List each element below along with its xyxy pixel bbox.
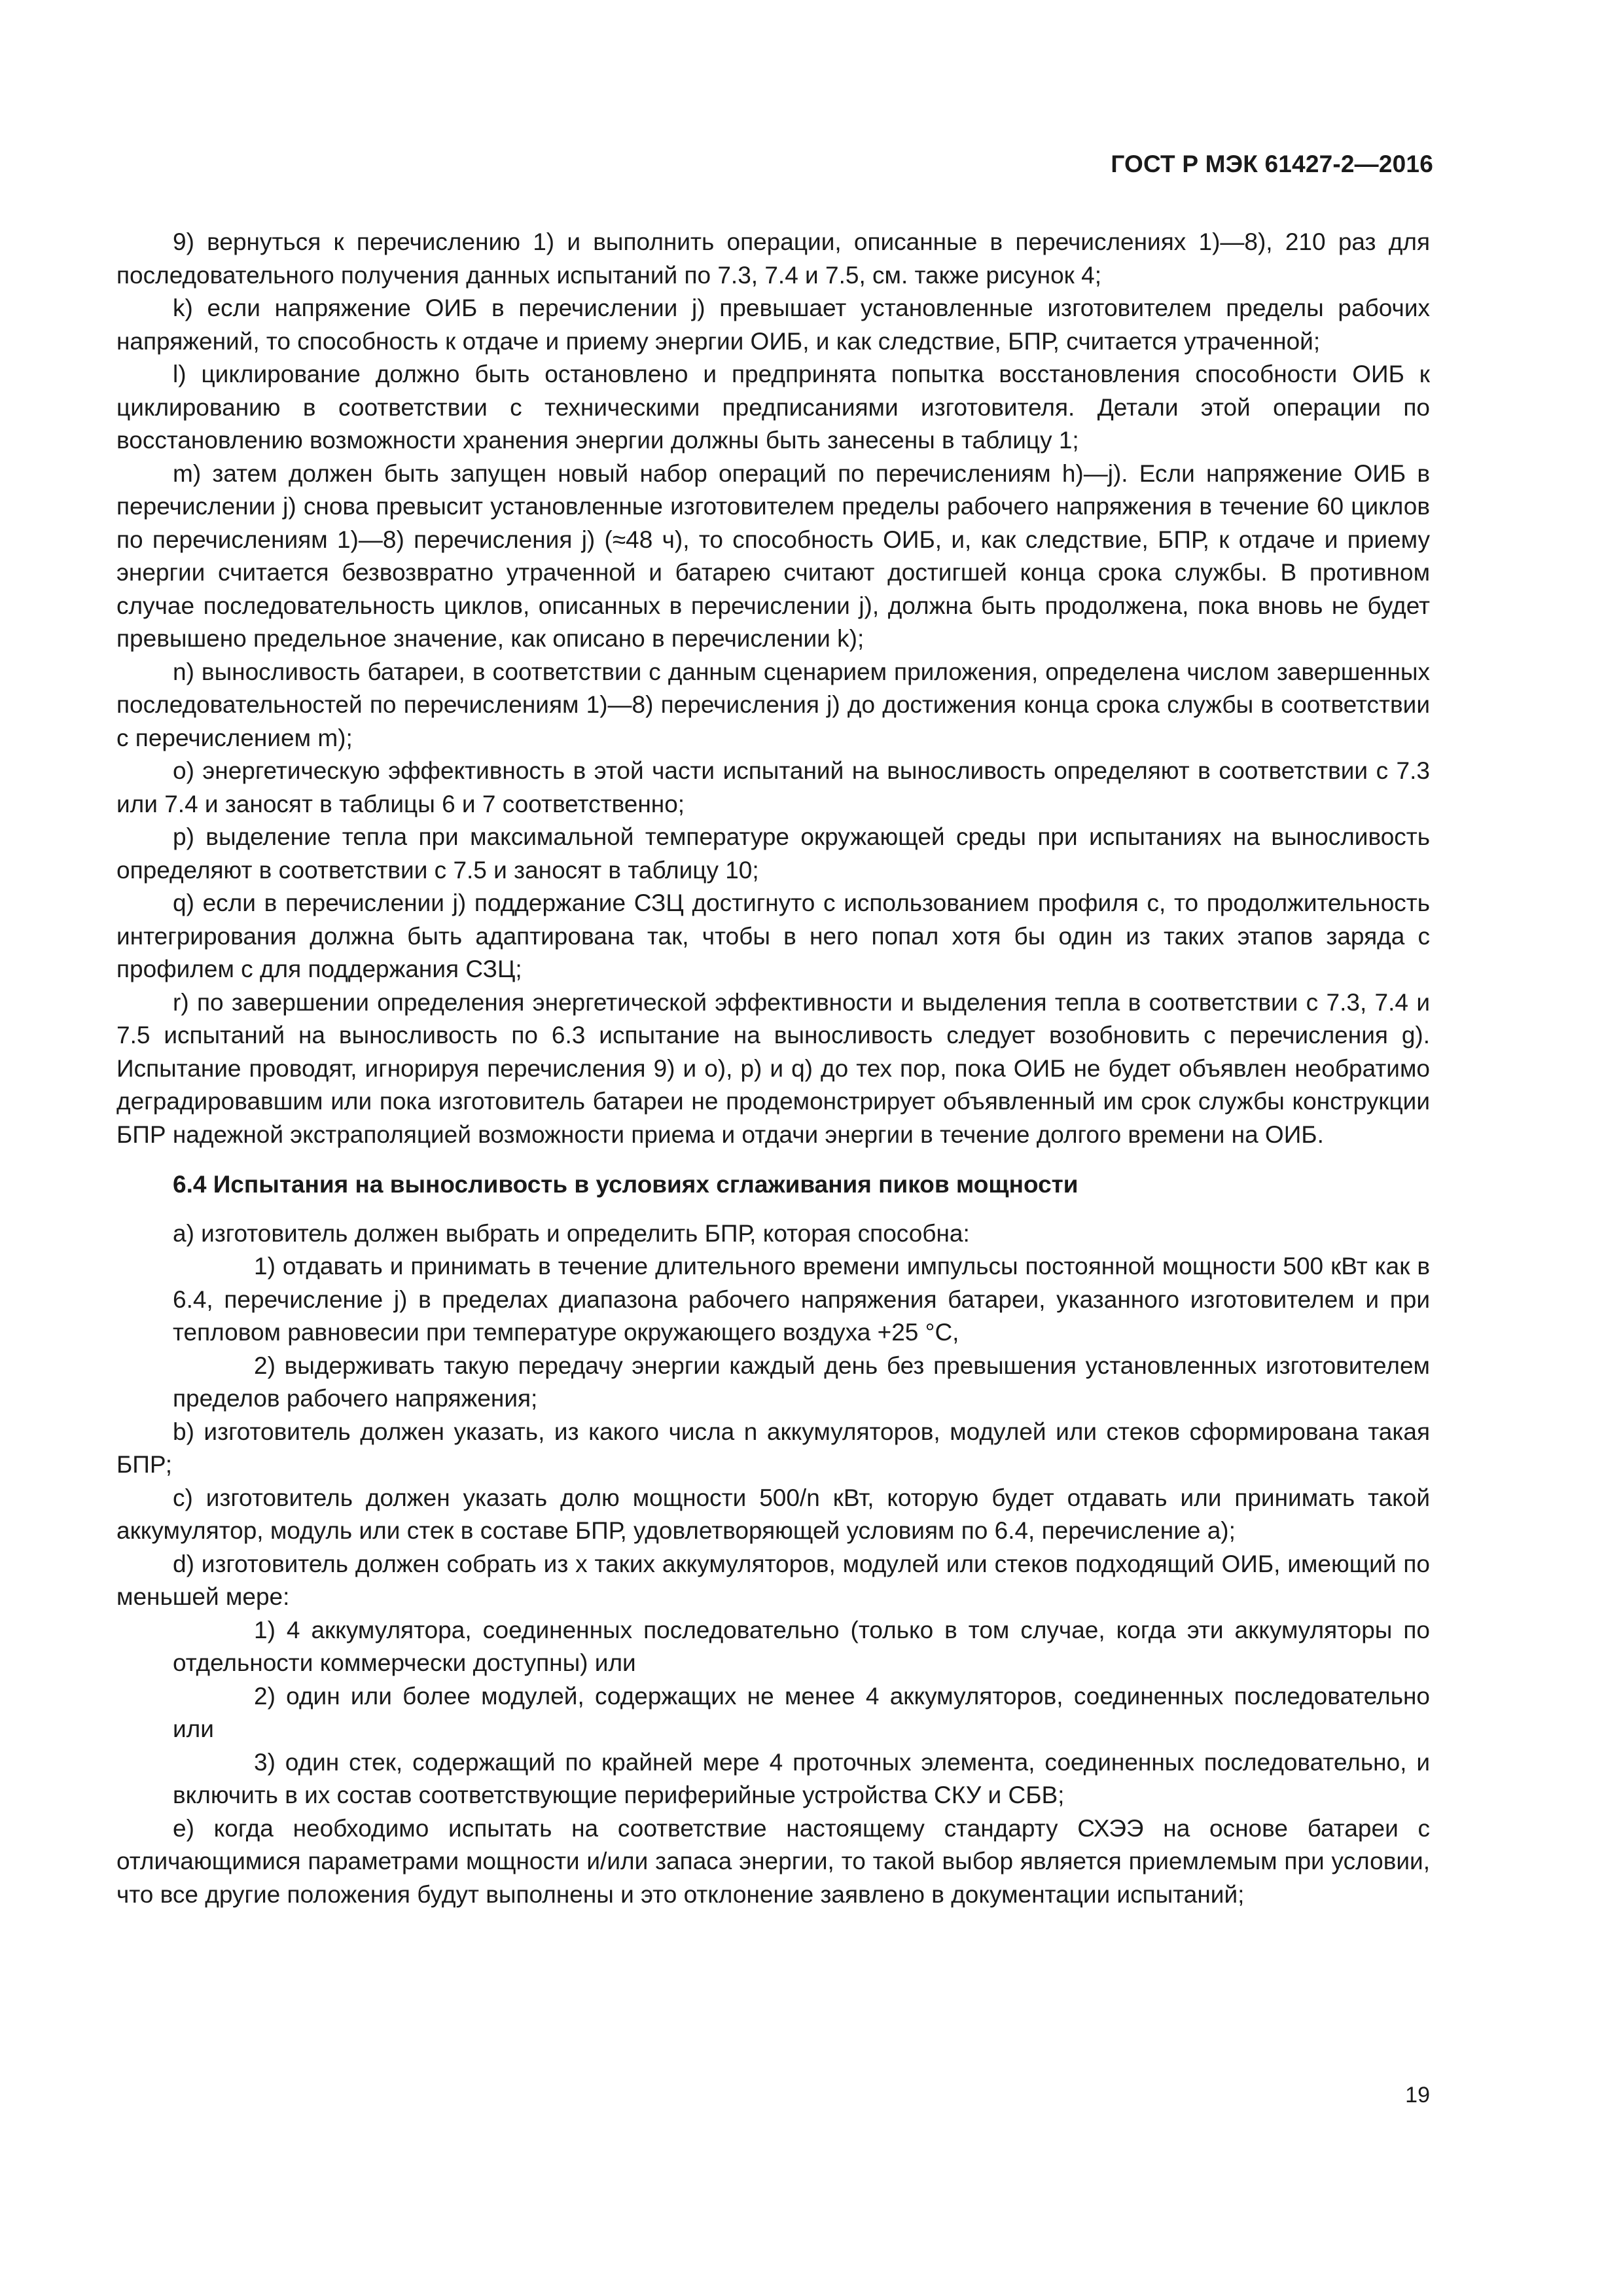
paragraph: 9) вернуться к перечислению 1) и выполнить операции, описанные в перечислениях 1)—8), 210 раз для последовательного получения данных испытаний по 7.3, 7.4 и 7.5, см. также рисунок 4; <box>116 228 1430 289</box>
sub-paragraph: 1) отдавать и принимать в течение длительного времени импульсы постоянной мощности 500 кВт как в 6.4, перечисление j) в пределах диапазона рабочего напряжения батареи, указанного изготовителем и при тепловом равновесии при температуре окружающего воздуха +25 °С, <box>173 1253 1430 1346</box>
sub-paragraph: 1) 4 аккумулятора, соединенных последовательно (только в том случае, когда эти аккумуляторы по отдельности коммерчески доступны) или <box>173 1616 1430 1676</box>
paragraph: m) затем должен быть запущен новый набор операций по перечислениям h)—j). Если напряжение ОИБ в перечислении j) снова превысит установленные изготовителем пределы рабочего напряжения в течение 60 циклов по перечислениям 1)—8) перечисления j) (≈48 ч), то способность ОИБ, и, как следствие, БПР, к отдаче и приему энергии считается безвозвратно утраченной и батарею считают достигшей конца срока службы. В противном случае последовательность циклов, описанных в перечислении j), должна быть продолжена, пока вновь не будет превышено предельное значение, как описано в перечислении k); <box>116 459 1430 652</box>
document-body <box>116 226 1430 1911</box>
paragraph: e) когда необходимо испытать на соответствие настоящему стандарту СХЭЭ на основе батареи с отличающимися параметрами мощности и/или запаса энергии, то такой выбор является приемлемым при условии, что все другие положения будут выполнены и это отклонение заявлено в документации испытаний; <box>116 1814 1430 1908</box>
paragraph: c) изготовитель должен указать долю мощности 500/n кВт, которую будет отдавать или принимать такой аккумулятор, модуль или стек в составе БПР, удовлетворяющей условиям по 6.4, перечисление a); <box>116 1484 1431 1544</box>
paragraph: p) выделение тепла при максимальной температуре окружающей среды при испытаниях на выносливость определяют в соответствии с 7.5 и заносят в таблицу 10; <box>116 823 1430 884</box>
paragraph: r) по завершении определения энергетической эффективности и выделения тепла в соответствии с 7.3, 7.4 и 7.5 испытаний на выносливость по 6.3 испытание на выносливость следует возобновить с перечисления g). Испытание проводят, игнорируя перечисления 9) и o), p) и q) до тех пор, пока ОИБ не будет объявлен необратимо деградировавшим или пока изготовитель батареи не продемонстрирует объявленный им срок службы конструкции БПР надежной экстраполяцией возможности приема и отдачи энергии в течение долгого времени на ОИБ. <box>116 988 1430 1148</box>
standard-code-header: ГОСТ Р МЭК 61427-2—2016 <box>1111 151 1433 177</box>
paragraph: a) изготовитель должен выбрать и определить БПР, которая способна: <box>173 1219 970 1247</box>
paragraph: d) изготовитель должен собрать из x таких аккумуляторов, модулей или стеков подходящий ОИБ, имеющий по меньшей мере: <box>116 1550 1430 1610</box>
paragraph: k) если напряжение ОИБ в перечислении j) превышает установленные изготовителем пределы рабочих напряжений, то способность к отдаче и приему энергии ОИБ, и как следствие, БПР, считается утраченной; <box>116 295 1430 355</box>
paragraph: l) циклирование должно быть остановлено и предпринята попытка восстановления способности ОИБ к циклированию в соответствии с техническими предписаниями изготовителя. Детали этой операции по восстановлению возможности хранения энергии должны быть занесены в таблицу 1; <box>116 361 1430 454</box>
page-number: 19 <box>1405 2083 1430 2108</box>
paragraph: n) выносливость батареи, в соответствии с данным сценарием приложения, определена числом завершенных последовательностей по перечислениям 1)—8) перечисления j) до достижения конца срока службы в соответствии с перечислением m); <box>116 658 1430 751</box>
section-heading: 6.4 Испытания на выносливость в условиях сглаживания пиков мощности <box>173 1171 1079 1198</box>
paragraph: o) энергетическую эффективность в этой части испытаний на выносливость определяют в соответствии с 7.3 или 7.4 и заносят в таблицы 6 и 7 соответственно; <box>116 757 1430 817</box>
paragraph: b) изготовитель должен указать, из какого числа n аккумуляторов, модулей или стеков сформирована такая БПР; <box>116 1418 1430 1478</box>
paragraph: q) если в перечислении j) поддержание СЗЦ достигнуто с использованием профиля c, то продолжительность интегрирования должна быть адаптирована так, чтобы в него попал хотя бы один из таких этапов заряда с профилем c для поддержания СЗЦ; <box>116 889 1430 982</box>
sub-paragraph: 3) один стек, содержащий по крайней мере 4 проточных элемента, соединенных последовательно, и включить в их состав соответствующие периферийные устройства СКУ и СБВ; <box>173 1748 1430 1808</box>
sub-paragraph: 2) один или более модулей, содержащих не менее 4 аккумуляторов, соединенных последовательно или <box>173 1682 1430 1742</box>
sub-paragraph: 2) выдерживать такую передачу энергии каждый день без превышения установленных изготовителем пределов рабочего напряжения; <box>173 1352 1430 1412</box>
